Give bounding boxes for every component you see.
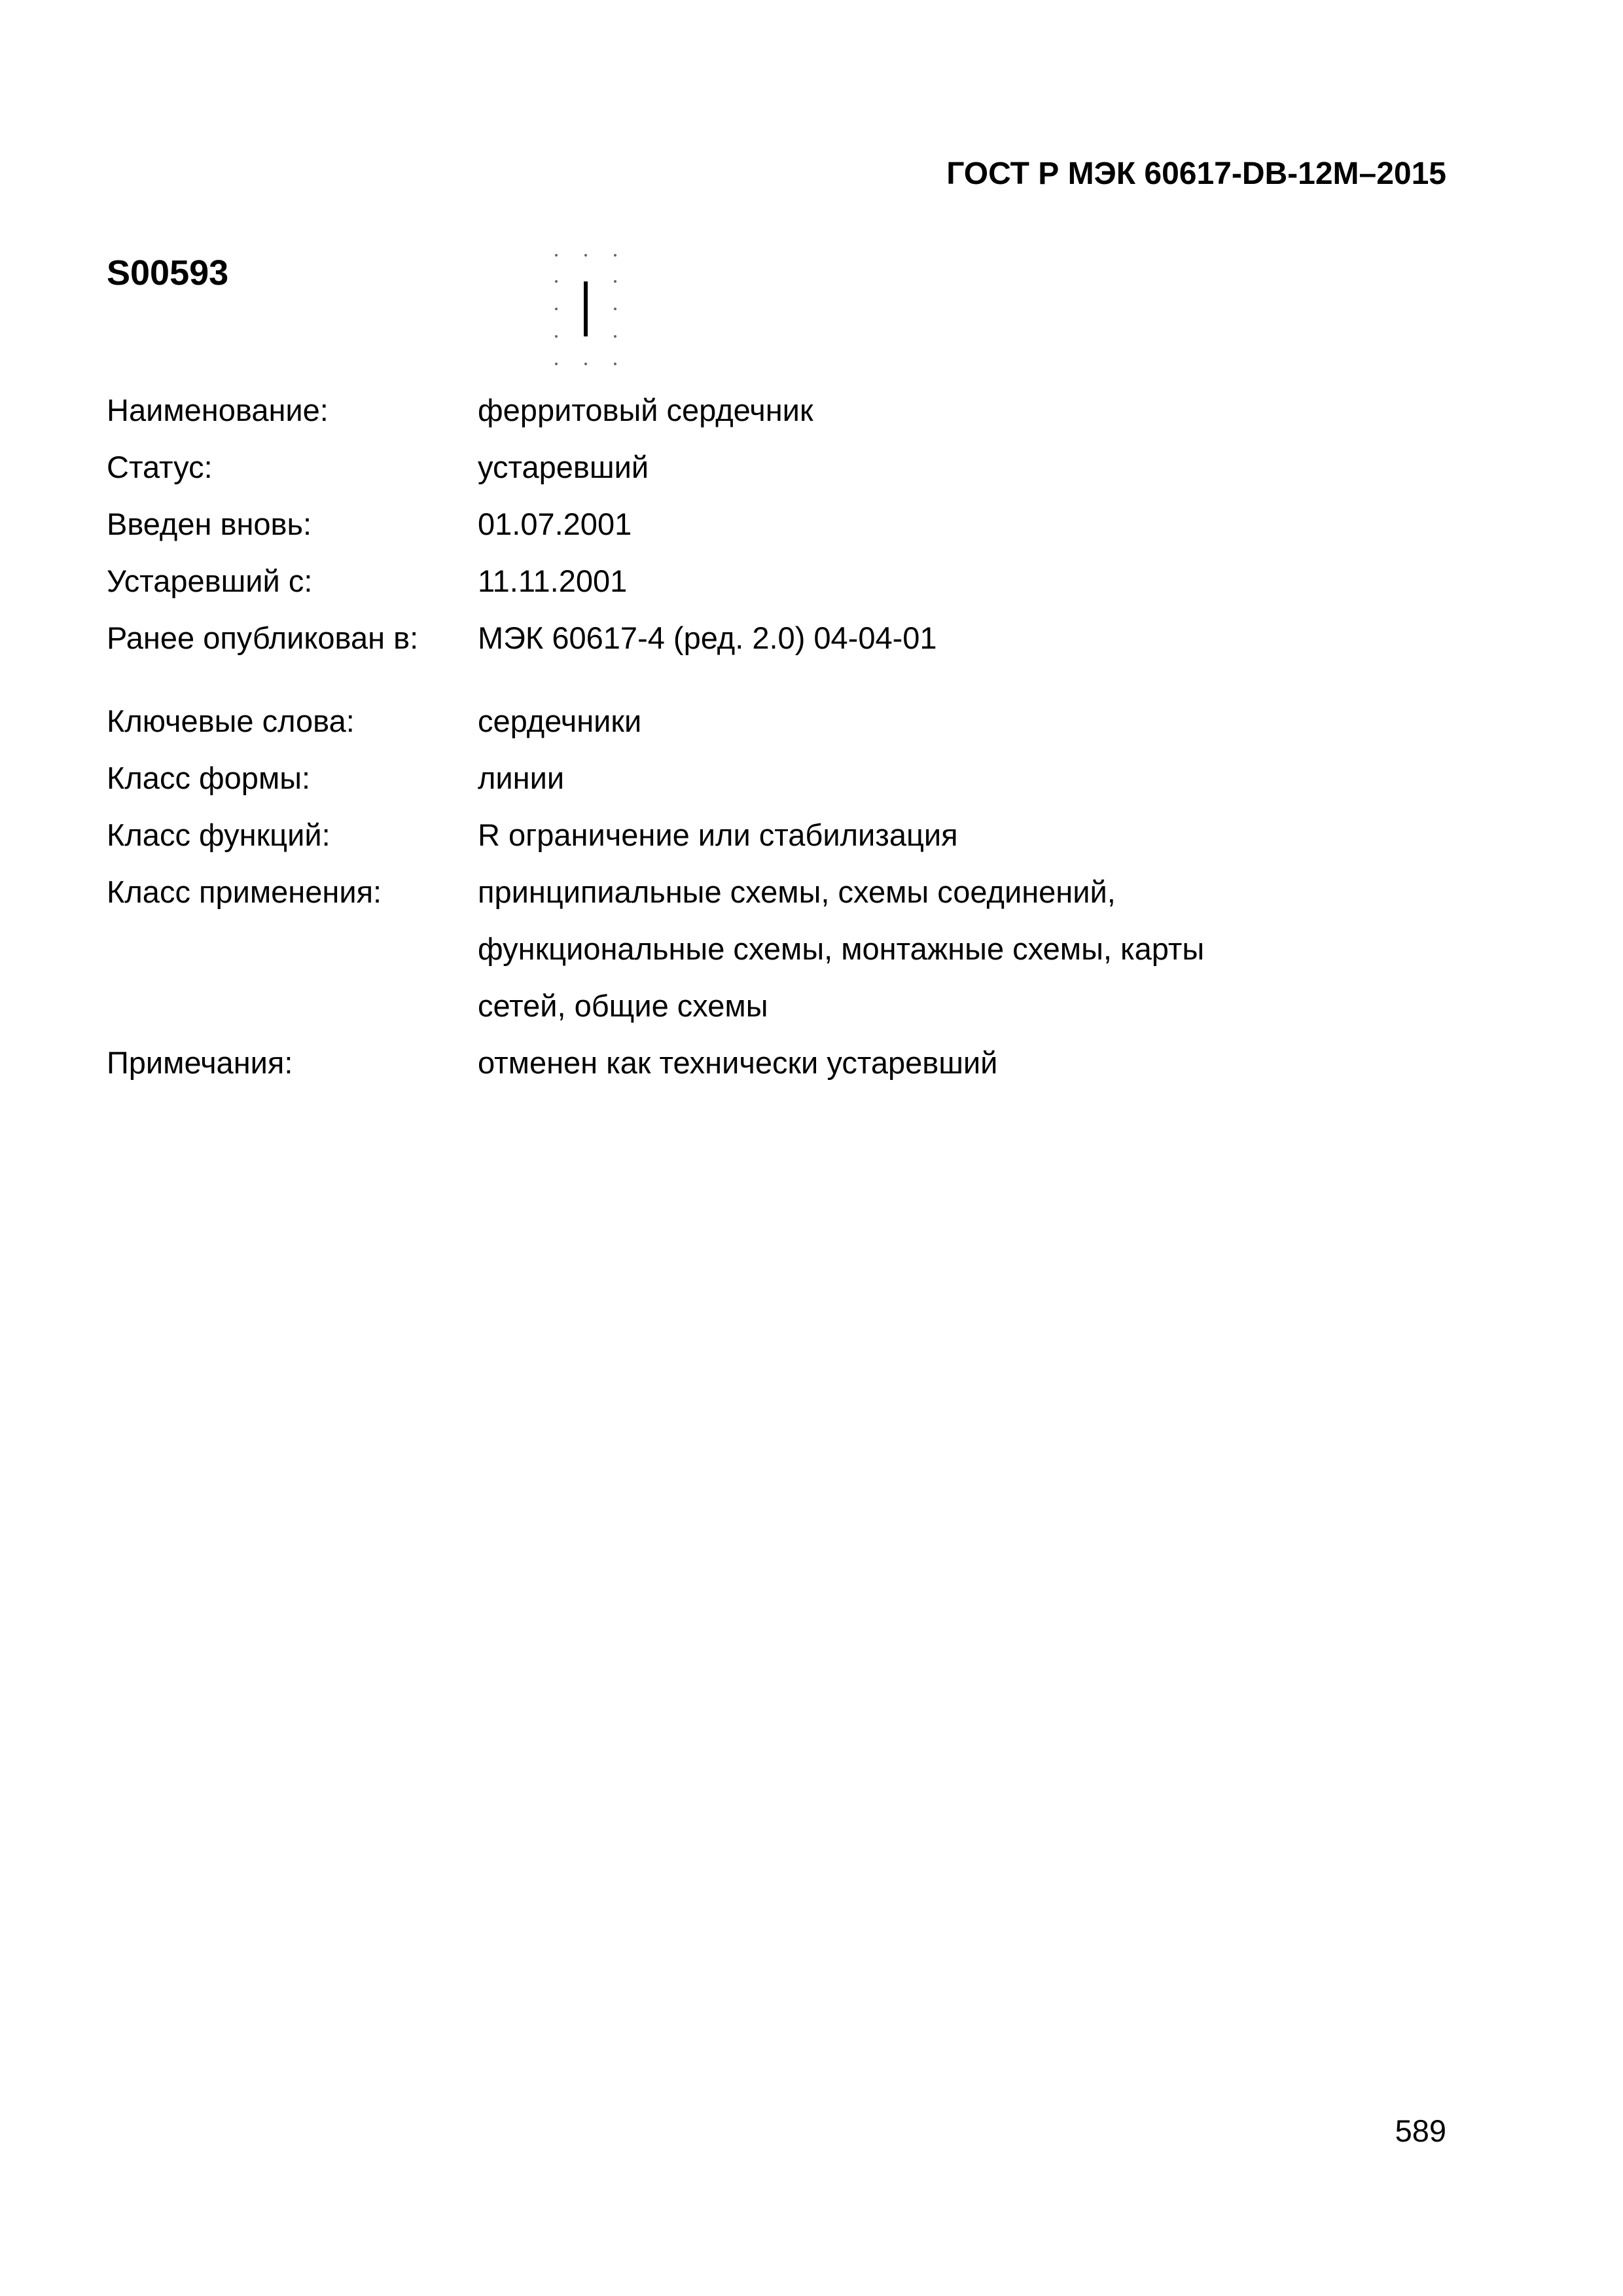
- field-label: Устаревший с:: [107, 564, 313, 598]
- symbol-id: S00593: [107, 253, 229, 293]
- field-application-class: [107, 863, 1481, 1034]
- field-label: Примечания:: [107, 1045, 293, 1080]
- field-keywords: [107, 692, 1481, 749]
- field-shape-class: [107, 749, 1481, 806]
- field-previously-published: [107, 609, 1481, 666]
- field-label: Наименование:: [107, 393, 329, 427]
- field-label: Класс функций:: [107, 817, 330, 852]
- field-label: Класс формы:: [107, 761, 311, 795]
- field-notes: [107, 1034, 1481, 1091]
- field-value-line: функциональные схемы, монтажные схемы, карты: [478, 931, 1205, 966]
- field-name: [107, 382, 1481, 439]
- field-value: 01.07.2001: [478, 507, 632, 541]
- page-number: 589: [1395, 2113, 1446, 2148]
- field-value: МЭК 60617-4 (ред. 2.0) 04-04-01: [478, 620, 937, 655]
- field-label: Статус:: [107, 450, 213, 484]
- standard-designation: ГОСТ Р МЭК 60617-DB-12M–2015: [946, 156, 1446, 191]
- symbol-properties: [107, 382, 1481, 1091]
- field-label: Ранее опубликован в:: [107, 620, 419, 655]
- field-introduced: [107, 495, 1481, 552]
- field-value: сердечники: [478, 704, 642, 738]
- field-value-line: принципиальные схемы, схемы соединений,: [478, 874, 1116, 909]
- ferrite-core-line-icon: [543, 247, 622, 372]
- field-value: устаревший: [478, 450, 649, 484]
- field-label: Класс применения:: [107, 874, 382, 909]
- field-value: отменен как технически устаревший: [478, 1045, 998, 1080]
- field-value: ферритовый сердечник: [478, 393, 813, 427]
- field-label: Введен вновь:: [107, 507, 312, 541]
- field-value: линии: [478, 761, 565, 795]
- field-label: Ключевые слова:: [107, 704, 355, 738]
- field-status: [107, 439, 1481, 495]
- field-obsolete-since: [107, 552, 1481, 609]
- field-value-line: сетей, общие схемы: [478, 988, 768, 1023]
- field-function-class: [107, 806, 1481, 863]
- field-value: R ограничение или стабилизация: [478, 817, 958, 852]
- field-value: 11.11.2001: [478, 564, 628, 598]
